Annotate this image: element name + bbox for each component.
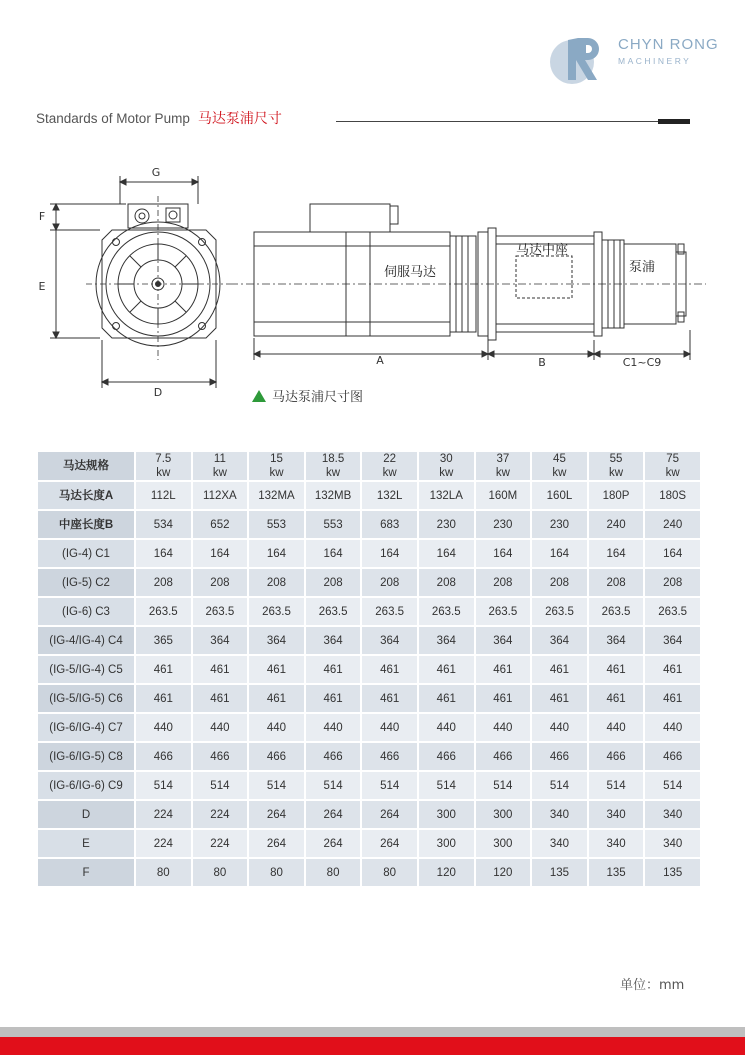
table-cell: 208 [476, 569, 531, 596]
dim-label-d: D [153, 386, 163, 399]
side-view [230, 204, 706, 360]
table-cell: 164 [362, 540, 417, 567]
spec-table [36, 450, 702, 888]
table-row [38, 627, 700, 654]
table-cell: 80 [193, 859, 248, 886]
table-cell: 300 [476, 801, 531, 828]
row-label: E [38, 830, 134, 857]
motor-pump-diagram [30, 160, 710, 410]
table-cell: 15 kw [249, 452, 304, 480]
table-cell: 461 [306, 656, 361, 683]
table-cell: 164 [645, 540, 700, 567]
table-cell: 180S [645, 482, 700, 509]
table-cell: 45 kw [532, 452, 587, 480]
table-row [38, 830, 700, 857]
row-label: (IG-6/IG-5) C8 [38, 743, 134, 770]
table-cell: 264 [249, 801, 304, 828]
table-cell: 461 [476, 656, 531, 683]
table-cell: 514 [249, 772, 304, 799]
table-cell: 135 [589, 859, 644, 886]
table-cell: 160M [476, 482, 531, 509]
table-cell: 230 [532, 511, 587, 538]
table-cell: 440 [249, 714, 304, 741]
brand-name: CHYN RONG [618, 36, 719, 53]
table-cell: 461 [476, 685, 531, 712]
table-cell: 466 [419, 743, 474, 770]
table-cell: 461 [193, 685, 248, 712]
table-cell: 132MA [249, 482, 304, 509]
table-cell: 263.5 [193, 598, 248, 625]
table-cell: 224 [193, 830, 248, 857]
table-cell: 120 [419, 859, 474, 886]
heading-rule-accent [658, 119, 690, 124]
table-row [38, 656, 700, 683]
footer-grey-bar [0, 1027, 745, 1037]
table-cell: 461 [645, 656, 700, 683]
table-cell: 132L [362, 482, 417, 509]
table-cell: 263.5 [419, 598, 474, 625]
table-row [38, 482, 700, 509]
table-cell: 208 [362, 569, 417, 596]
unit-note: 单位：mm [620, 978, 685, 993]
table-cell: 652 [193, 511, 248, 538]
row-label: F [38, 859, 134, 886]
table-cell: 135 [532, 859, 587, 886]
table-cell: 18.5 kw [306, 452, 361, 480]
table-cell: 440 [193, 714, 248, 741]
table-cell: 263.5 [645, 598, 700, 625]
table-cell: 365 [136, 627, 191, 654]
table-cell: 120 [476, 859, 531, 886]
table-cell: 55 kw [589, 452, 644, 480]
table-cell: 264 [362, 830, 417, 857]
table-header-row [38, 452, 700, 480]
table-cell: 364 [249, 627, 304, 654]
table-cell: 461 [589, 656, 644, 683]
table-row [38, 511, 700, 538]
heading-english: Standards of Motor Pump [36, 111, 190, 126]
table-cell: 164 [249, 540, 304, 567]
table-cell: 514 [136, 772, 191, 799]
table-cell: 135 [645, 859, 700, 886]
table-cell: 514 [476, 772, 531, 799]
row-label: 马达规格 [38, 452, 134, 480]
table-cell: 364 [193, 627, 248, 654]
dim-label-e: E [38, 280, 46, 293]
table-cell: 461 [419, 685, 474, 712]
table-cell: 364 [645, 627, 700, 654]
table-cell: 160L [532, 482, 587, 509]
table-cell: 514 [589, 772, 644, 799]
table-cell: 364 [362, 627, 417, 654]
table-cell: 208 [419, 569, 474, 596]
row-label: (IG-4/IG-4) C4 [38, 627, 134, 654]
table-cell: 514 [419, 772, 474, 799]
table-row [38, 801, 700, 828]
table-cell: 514 [362, 772, 417, 799]
table-cell: 263.5 [532, 598, 587, 625]
table-row [38, 685, 700, 712]
row-label: (IG-6) C3 [38, 598, 134, 625]
table-cell: 263.5 [136, 598, 191, 625]
table-cell: 461 [193, 656, 248, 683]
table-cell: 440 [136, 714, 191, 741]
company-logo [548, 32, 718, 88]
diagram-caption [252, 386, 363, 405]
table-row [38, 569, 700, 596]
table-cell: 22 kw [362, 452, 417, 480]
table-cell: 514 [532, 772, 587, 799]
table-cell: 132MB [306, 482, 361, 509]
table-cell: 164 [419, 540, 474, 567]
table-cell: 263.5 [476, 598, 531, 625]
table-cell: 461 [532, 685, 587, 712]
table-cell: 263.5 [362, 598, 417, 625]
table-cell: 461 [249, 656, 304, 683]
table-row [38, 772, 700, 799]
table-cell: 164 [306, 540, 361, 567]
table-cell: 208 [249, 569, 304, 596]
heading-chinese: 马达泵浦尺寸 [197, 111, 282, 127]
table-cell: 553 [306, 511, 361, 538]
label-servo-motor: 伺服马达 [383, 265, 437, 280]
table-cell: 112XA [193, 482, 248, 509]
label-motor-seat: 马达中座 [515, 243, 569, 258]
row-label: D [38, 801, 134, 828]
row-label: (IG-5/IG-5) C6 [38, 685, 134, 712]
table-cell: 164 [136, 540, 191, 567]
table-cell: 466 [589, 743, 644, 770]
table-cell: 461 [249, 685, 304, 712]
table-cell: 466 [362, 743, 417, 770]
table-cell: 224 [136, 801, 191, 828]
table-cell: 466 [306, 743, 361, 770]
table-cell: 466 [249, 743, 304, 770]
table-cell: 263.5 [589, 598, 644, 625]
table-cell: 208 [193, 569, 248, 596]
table-cell: 208 [532, 569, 587, 596]
table-cell: 461 [589, 685, 644, 712]
table-cell: 11 kw [193, 452, 248, 480]
table-cell: 340 [589, 801, 644, 828]
table-cell: 164 [193, 540, 248, 567]
table-cell: 240 [589, 511, 644, 538]
table-cell: 208 [136, 569, 191, 596]
table-cell: 340 [645, 830, 700, 857]
table-cell: 300 [476, 830, 531, 857]
table-row [38, 540, 700, 567]
table-cell: 466 [532, 743, 587, 770]
table-cell: 461 [362, 656, 417, 683]
table-cell: 440 [532, 714, 587, 741]
table-cell: 264 [249, 830, 304, 857]
table-cell: 224 [193, 801, 248, 828]
table-cell: 440 [306, 714, 361, 741]
table-row [38, 714, 700, 741]
table-cell: 340 [645, 801, 700, 828]
table-cell: 364 [419, 627, 474, 654]
table-cell: 300 [419, 830, 474, 857]
table-cell: 364 [306, 627, 361, 654]
table-cell: 300 [419, 801, 474, 828]
row-label: 马达长度A [38, 482, 134, 509]
table-cell: 263.5 [249, 598, 304, 625]
heading-rule [336, 121, 688, 122]
table-cell: 364 [589, 627, 644, 654]
triangle-icon [252, 390, 266, 402]
table-cell: 461 [645, 685, 700, 712]
table-cell: 164 [532, 540, 587, 567]
dim-label-b: B [538, 356, 546, 369]
table-cell: 208 [589, 569, 644, 596]
table-cell: 514 [645, 772, 700, 799]
table-cell: 264 [362, 801, 417, 828]
table-cell: 264 [306, 801, 361, 828]
row-label: (IG-4) C1 [38, 540, 134, 567]
table-cell: 466 [476, 743, 531, 770]
row-label: 中座长度B [38, 511, 134, 538]
table-cell: 80 [249, 859, 304, 886]
section-heading [36, 108, 282, 130]
row-label: (IG-6/IG-4) C7 [38, 714, 134, 741]
table-cell: 534 [136, 511, 191, 538]
row-label: (IG-6/IG-6) C9 [38, 772, 134, 799]
table-cell: 440 [362, 714, 417, 741]
table-cell: 30 kw [419, 452, 474, 480]
table-cell: 240 [645, 511, 700, 538]
label-pump: 泵浦 [628, 260, 656, 275]
table-cell: 7.5 kw [136, 452, 191, 480]
table-cell: 180P [589, 482, 644, 509]
table-cell: 164 [589, 540, 644, 567]
table-cell: 461 [306, 685, 361, 712]
table-cell: 466 [136, 743, 191, 770]
row-label: (IG-5/IG-4) C5 [38, 656, 134, 683]
table-cell: 230 [476, 511, 531, 538]
table-cell: 80 [306, 859, 361, 886]
dim-label-f: F [38, 210, 46, 223]
table-cell: 461 [419, 656, 474, 683]
table-cell: 364 [532, 627, 587, 654]
table-cell: 208 [645, 569, 700, 596]
brand-subtitle: MACHINERY [618, 56, 692, 66]
table-cell: 75 kw [645, 452, 700, 480]
table-cell: 514 [193, 772, 248, 799]
footer-red-bar [0, 1037, 745, 1055]
table-cell: 340 [532, 830, 587, 857]
table-cell: 132LA [419, 482, 474, 509]
table-row [38, 598, 700, 625]
table-cell: 340 [532, 801, 587, 828]
table-row [38, 743, 700, 770]
table-cell: 461 [136, 685, 191, 712]
table-cell: 683 [362, 511, 417, 538]
table-cell: 80 [362, 859, 417, 886]
dim-label-c: C1~C9 [622, 356, 662, 369]
table-cell: 230 [419, 511, 474, 538]
table-cell: 264 [306, 830, 361, 857]
table-cell: 440 [419, 714, 474, 741]
table-cell: 112L [136, 482, 191, 509]
dim-label-g: G [151, 166, 161, 179]
table-cell: 364 [476, 627, 531, 654]
table-cell: 164 [476, 540, 531, 567]
table-cell: 461 [532, 656, 587, 683]
table-cell: 340 [589, 830, 644, 857]
table-cell: 461 [136, 656, 191, 683]
table-cell: 461 [362, 685, 417, 712]
table-cell: 263.5 [306, 598, 361, 625]
table-cell: 208 [306, 569, 361, 596]
table-cell: 553 [249, 511, 304, 538]
table-cell: 440 [589, 714, 644, 741]
table-cell: 514 [306, 772, 361, 799]
caption-text: 马达泵浦尺寸图 [272, 390, 364, 405]
table-cell: 37 kw [476, 452, 531, 480]
table-cell: 440 [476, 714, 531, 741]
table-cell: 80 [136, 859, 191, 886]
front-view [50, 176, 230, 388]
table-cell: 224 [136, 830, 191, 857]
table-cell: 466 [645, 743, 700, 770]
dim-label-a: A [376, 354, 384, 367]
table-cell: 466 [193, 743, 248, 770]
table-row [38, 859, 700, 886]
table-cell: 440 [645, 714, 700, 741]
row-label: (IG-5) C2 [38, 569, 134, 596]
chyn-rong-logo-icon [548, 32, 604, 88]
